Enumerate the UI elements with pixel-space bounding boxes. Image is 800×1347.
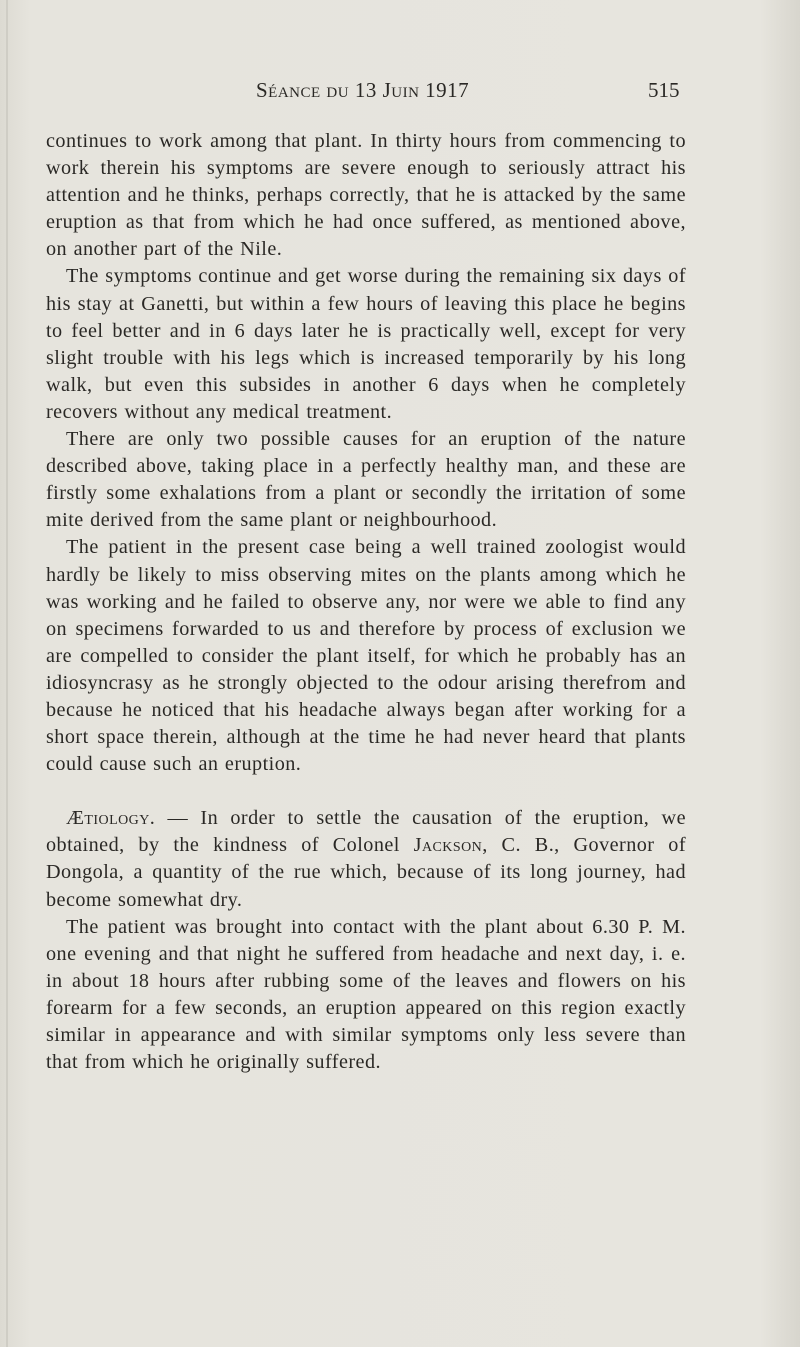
paragraph-continuation: continues to work among that plant. In thirty hours from commencing to work therein his symptoms are severe enough to seriously attract his attention and he thinks, perhaps correctly, that he is attacked by the same eruption as that from which he had once suffered, as mentioned above, on another part of the Nile. (46, 130, 686, 261)
body-text (46, 128, 686, 1076)
aetiology-text-a: — In order to settle the causation of the eruption, we obtained, by the kindness of Colonel (46, 807, 686, 857)
paragraph-causes: There are only two possible causes for an eruption of the nature described above, taking place in a perfectly healthy man, and these are firstly some exhalations from a plant or secondly the irritation of some mite derived from the same plant or neighbourhood. (46, 428, 686, 532)
person-name: Jackson (413, 834, 483, 857)
binding-gutter (6, 0, 8, 1347)
aetiology-text-b: , C. B., Governor of Dongola, a quantity of the rue which, because of its long journey, had become somewhat dry. (46, 834, 686, 911)
running-header (0, 78, 800, 108)
paragraph-spacer (46, 778, 686, 805)
section-heading-aetiology: Ætiology. (66, 807, 156, 830)
page-number: 515 (648, 78, 680, 102)
paragraph-symptoms: The symptoms continue and get worse during the remaining six days of his stay at Ganetti, but within a few hours of leaving this place he begins to feel better and in 6 days later he is practically well, except for very slight trouble with his legs which is increased temporarily by his long walk, but even this subsides in another 6 days when he completely recovers without any medical treatment. (46, 265, 686, 423)
paragraph-aetiology (46, 805, 686, 913)
paragraph-experiment: The patient was brought into contact with the plant about 6.30 P. M. one evening and that night he suffered from headache and next day, i. e. in about 18 hours after rubbing some of the leaves and flowers on his forearm for a few seconds, an eruption appeared on this region exactly similar in appearance and with similar symptoms only less severe than that from which he originally suffered. (46, 915, 686, 1074)
running-title: Séance du 13 Juin 1917 (256, 78, 470, 102)
paragraph-exclusion: The patient in the present case being a well trained zoologist would hardly be likely to miss observing mites on the plants among which he was working and he failed to observe any, nor were we able to find any on specimens forwarded to us and therefore by process of exclusion we are compelled to consider the plant itself, for which he probably has an idiosyncrasy as he strongly objected to the odour arising therefrom and because he noticed that his headache always began after working for a short space therein, although at the time he had never heard that plants could cause such an eruption. (46, 536, 686, 776)
